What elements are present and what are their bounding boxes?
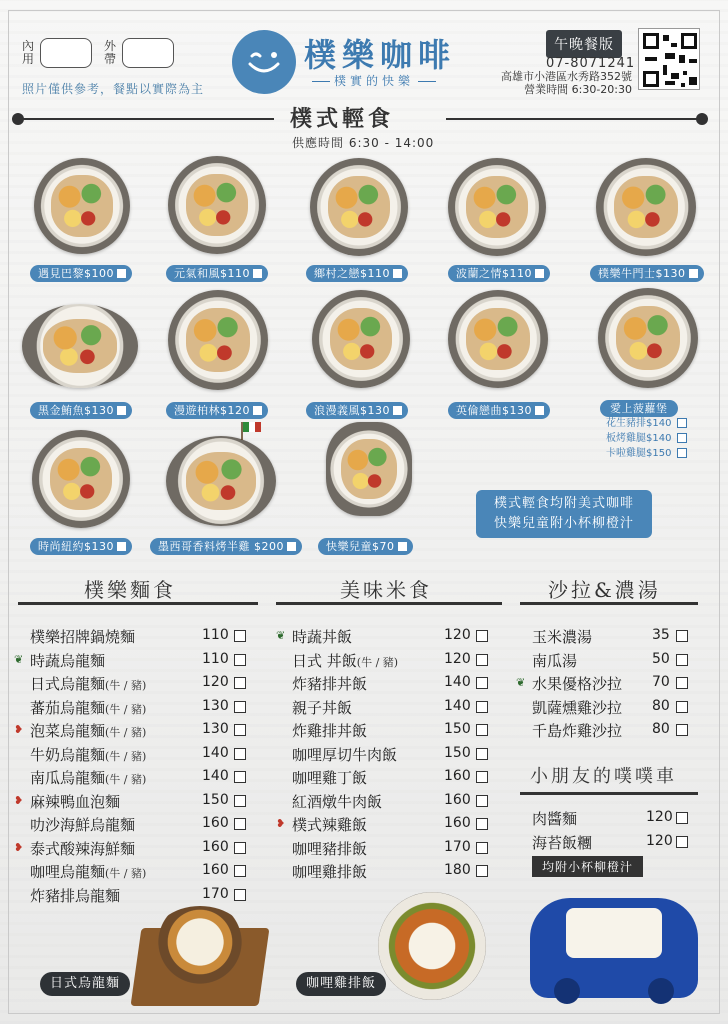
menu-item-name: 樸式辣雞飯: [292, 816, 368, 834]
divider-line-right: [446, 118, 702, 120]
menu-item-name: 樸樂招牌鍋燒麵: [30, 628, 136, 646]
menu-item-option: (牛 / 豬): [105, 773, 147, 786]
order-checkbox[interactable]: [676, 630, 688, 642]
brand-name: 樸樂咖啡: [304, 36, 457, 74]
order-checkbox[interactable]: [476, 748, 488, 760]
menu-item-name: 咖哩雞排飯: [292, 863, 368, 881]
order-checkbox[interactable]: [476, 865, 488, 877]
order-checkbox[interactable]: [234, 677, 246, 689]
menu-item[interactable]: [14, 673, 250, 697]
burger-option[interactable]: 花生豬排$140: [606, 416, 687, 431]
order-checkbox[interactable]: [676, 724, 688, 736]
menu-item-name: 咖哩烏龍麵(牛 / 豬): [30, 863, 147, 881]
order-checkbox[interactable]: [476, 701, 488, 713]
menu-item-price: 130: [202, 697, 229, 714]
menu-item-name: 南瓜烏龍麵(牛 / 豬): [30, 769, 147, 787]
address: 高雄市小港區水秀路352號: [501, 70, 632, 83]
menu-item-price: 140: [202, 744, 229, 761]
menu-item-name: 日式 丼飯(牛 / 豬): [292, 651, 399, 670]
menu-item[interactable]: [276, 791, 492, 815]
menu-item-price: 70: [652, 674, 670, 690]
light-meals-hours: 供應時間 6:30 - 14:00: [292, 136, 435, 150]
menu-item-price: 160: [202, 815, 229, 831]
dish-photo: [32, 430, 130, 528]
menu-item-name: 玉米濃湯: [532, 628, 593, 646]
burger-option[interactable]: 板烤雞腿$140: [606, 431, 687, 446]
dish-label[interactable]: 鄉村之戀$110: [306, 265, 408, 282]
menu-item[interactable]: [14, 885, 250, 909]
rice-title: 美味米食: [340, 578, 432, 602]
menu-item[interactable]: [516, 808, 692, 832]
salads-list: [516, 626, 692, 744]
curry-rice-photo: [378, 892, 486, 1000]
menu-item[interactable]: [14, 861, 250, 885]
kids-note: 均附小杯柳橙汁: [532, 856, 643, 877]
menu-item[interactable]: [276, 697, 492, 721]
salads-rule: [520, 602, 698, 605]
dish-label[interactable]: 波蘭之情$110: [448, 265, 550, 282]
dish-checkbox[interactable]: [689, 269, 698, 278]
spicy-chili-icon: ❥: [276, 817, 286, 830]
udon-photo-label: 日式烏龍麵: [40, 972, 130, 996]
dish-photo: [166, 436, 276, 526]
menu-item-name: 泰式酸辣海鮮麵: [30, 839, 136, 858]
menu-version-tag: 午晚餐版: [546, 30, 622, 58]
dine-in-box[interactable]: [40, 38, 92, 68]
dish-photo: [22, 304, 138, 388]
menu-item-price: 140: [444, 697, 471, 714]
menu-item[interactable]: [516, 697, 692, 721]
dish-label[interactable]: 樸樂牛門士$130: [590, 265, 704, 282]
menu-item-name: 南瓜湯: [532, 651, 578, 670]
menu-item-name: 炸豬排烏龍麵: [30, 886, 121, 905]
order-checkbox[interactable]: [234, 771, 246, 783]
menu-item-option: (牛 / 豬): [105, 749, 147, 763]
menu-item-name: 日式烏龍麵(牛 / 豬): [30, 675, 147, 693]
menu-item[interactable]: [14, 838, 250, 862]
menu-item-price: 120: [444, 627, 471, 643]
menu-item-name: 叻沙海鮮烏龍麵: [30, 816, 136, 834]
menu-item-option: (牛 / 豬): [356, 655, 399, 669]
menu-item[interactable]: [276, 861, 492, 885]
menu-item-price: 180: [444, 862, 471, 878]
menu-item[interactable]: [14, 791, 250, 815]
take-out-box[interactable]: [122, 38, 174, 68]
dish-photo: [310, 158, 408, 256]
dish-checkbox[interactable]: [535, 269, 544, 278]
order-checkbox[interactable]: [234, 818, 246, 830]
menu-item-name: 紅酒燉牛肉飯: [292, 792, 383, 811]
menu-item-price: 160: [444, 768, 471, 784]
menu-item[interactable]: [516, 673, 692, 697]
order-checkbox[interactable]: [234, 654, 246, 666]
vegetarian-leaf-icon: ❦: [14, 652, 24, 666]
dish-checkbox[interactable]: [287, 542, 296, 551]
flag-icon: [240, 420, 262, 440]
curry-photo-label: 咖哩雞排飯: [296, 972, 386, 996]
dish-label: 愛上菠蘿堡: [600, 400, 678, 417]
menu-item-name: 牛奶烏龍麵(牛 / 豬): [30, 745, 147, 764]
menu-item-option: (牛 / 豬): [105, 679, 147, 692]
menu-item-price: 50: [652, 650, 670, 667]
dish-checkbox[interactable]: [535, 406, 544, 415]
dish-label[interactable]: 浪漫義風$130: [306, 402, 408, 419]
option-checkbox[interactable]: [677, 418, 687, 428]
menu-item-name: 時蔬丼飯: [292, 628, 353, 646]
burger-option[interactable]: 卡啦雞腿$150: [606, 446, 687, 461]
menu-item-price: 160: [444, 815, 471, 831]
menu-item[interactable]: [276, 673, 492, 697]
menu-item-price: 120: [202, 674, 229, 690]
menu-item-price: 160: [444, 791, 471, 808]
menu-item-name: 泡菜烏龍麵(牛 / 豬): [30, 722, 147, 740]
order-checkbox[interactable]: [234, 701, 246, 713]
menu-item-option: (牛 / 豬): [105, 702, 147, 716]
order-checkbox[interactable]: [476, 842, 488, 854]
menu-item[interactable]: [276, 767, 492, 791]
menu-item-price: 120: [646, 809, 673, 825]
order-checkbox[interactable]: [476, 677, 488, 689]
dish-checkbox[interactable]: [117, 406, 126, 415]
spicy-chili-icon: ❥: [14, 793, 24, 807]
order-checkbox[interactable]: [476, 654, 488, 666]
dish-photo: [448, 290, 548, 388]
order-checkbox[interactable]: [476, 724, 488, 736]
menu-item[interactable]: [516, 626, 692, 650]
menu-item[interactable]: [14, 744, 250, 768]
menu-item[interactable]: [14, 626, 250, 650]
take-out-checkbox[interactable]: [102, 38, 174, 68]
menu-item-name: 咖哩厚切牛肉飯: [292, 745, 398, 764]
menu-item-option: (牛 / 豬): [105, 726, 147, 739]
order-checkbox[interactable]: [476, 795, 488, 807]
dish-label[interactable]: 時尚紐約$130: [30, 538, 132, 555]
menu-item-name: 咖哩豬排飯: [292, 839, 368, 858]
dish-checkbox[interactable]: [117, 269, 126, 278]
dish-checkbox[interactable]: [117, 542, 126, 551]
opening-hours: 營業時間 6:30-20:30: [524, 83, 632, 96]
menu-item-price: 120: [646, 832, 673, 849]
menu-item-name: 水果優格沙拉: [532, 675, 623, 693]
menu-item[interactable]: [276, 814, 492, 838]
menu-item-name: 蕃茄烏龍麵(牛 / 豬): [30, 698, 147, 717]
menu-item-name: 炸雞排丼飯: [292, 722, 368, 740]
menu-item-price: 170: [444, 838, 471, 855]
dish-label[interactable]: 黑金鮪魚$130: [30, 402, 132, 419]
dish-label[interactable]: 快樂兒童$70: [318, 538, 413, 555]
order-checkbox[interactable]: [676, 654, 688, 666]
menu-item[interactable]: [276, 744, 492, 768]
menu-item[interactable]: [14, 697, 250, 721]
menu-item[interactable]: [516, 650, 692, 674]
menu-item-name: 麻辣鴨血泡麵: [30, 792, 121, 811]
order-checkbox[interactable]: [476, 771, 488, 783]
kids-rule: [520, 792, 698, 795]
udon-photo: [150, 906, 250, 986]
menu-item-name: 凱薩燻雞沙拉: [532, 698, 623, 717]
dish-checkbox[interactable]: [253, 269, 262, 278]
address-block: [482, 70, 632, 96]
spicy-chili-icon: ❥: [14, 723, 24, 736]
menu-item-price: 110: [202, 627, 229, 643]
rice-list: [276, 626, 492, 885]
menu-item[interactable]: [276, 838, 492, 862]
vegetarian-leaf-icon: ❦: [516, 676, 526, 689]
dish-checkbox[interactable]: [253, 406, 262, 415]
light-meal-note: 樸式輕食均附美式咖啡 快樂兒童附小杯柳橙汁: [476, 490, 652, 538]
dish-checkbox[interactable]: [398, 542, 407, 551]
menu-item-name: 咖哩雞丁飯: [292, 769, 368, 787]
menu-item-price: 150: [444, 721, 471, 737]
order-checkbox[interactable]: [234, 842, 246, 854]
order-checkbox[interactable]: [476, 630, 488, 642]
qr-code-icon[interactable]: [638, 28, 700, 90]
menu-item-price: 140: [444, 674, 471, 690]
dish-label[interactable]: 漫遊柏林$120: [166, 402, 268, 419]
menu-item[interactable]: [14, 720, 250, 744]
menu-item-price: 150: [202, 791, 229, 808]
phone-number: 07-8071241: [546, 56, 636, 71]
order-checkbox[interactable]: [676, 812, 688, 824]
menu-item-name: 千島炸雞沙拉: [532, 722, 623, 740]
divider-dot-right: [696, 113, 708, 125]
menu-item[interactable]: [14, 814, 250, 838]
light-meals-title: 樸式輕食: [290, 106, 395, 132]
menu-item-name: 海苔飯糰: [532, 833, 593, 852]
order-checkbox[interactable]: [234, 795, 246, 807]
menu-item[interactable]: [276, 626, 492, 650]
menu-item[interactable]: [14, 650, 250, 674]
dish-label[interactable]: 遇見巴黎$100: [30, 265, 132, 282]
order-checkbox[interactable]: [234, 724, 246, 736]
brand-logo-icon: [232, 30, 296, 94]
order-checkbox[interactable]: [234, 748, 246, 760]
order-checkbox[interactable]: [234, 630, 246, 642]
photo-disclaimer: 照片僅供參考，餐點以實際為主: [22, 82, 205, 96]
noodles-title: 樸樂麵食: [84, 578, 176, 602]
salads-title: 沙拉&濃湯: [548, 578, 661, 602]
menu-item-name: 炸豬排丼飯: [292, 675, 368, 693]
take-out-label: 外帶: [103, 39, 118, 66]
menu-item-name: 肉醬麵: [532, 810, 578, 828]
menu-item[interactable]: [276, 720, 492, 744]
menu-item-price: 160: [202, 862, 229, 878]
divider-line-left: [18, 118, 274, 120]
dine-in-checkbox[interactable]: [20, 38, 92, 68]
dish-photo: [448, 158, 546, 256]
kids-car-plate: [530, 898, 698, 998]
order-checkbox[interactable]: [476, 818, 488, 830]
noodles-rule: [18, 602, 258, 605]
dish-checkbox[interactable]: [393, 406, 402, 415]
order-checkbox[interactable]: [676, 836, 688, 848]
dish-photo: [168, 156, 266, 254]
dish-label[interactable]: 英倫戀曲$130: [448, 402, 550, 419]
vegetarian-leaf-icon: ❦: [276, 629, 286, 642]
dish-checkbox[interactable]: [393, 269, 402, 278]
menu-item-price: 170: [202, 885, 229, 902]
dish-photo: [34, 158, 130, 254]
noodles-list: [14, 626, 250, 908]
dish-photo: [168, 290, 268, 390]
menu-item-name: 親子丼飯: [292, 698, 353, 717]
menu-item-price: 110: [202, 650, 229, 667]
menu-item-price: 160: [202, 838, 229, 855]
dish-photo: [598, 288, 698, 388]
order-checkbox[interactable]: [234, 889, 246, 901]
menu-item[interactable]: [14, 767, 250, 791]
brand-slogan-text: 樸實的快樂: [334, 74, 415, 88]
menu-item-price: 80: [652, 721, 670, 737]
dish-photo: [326, 422, 412, 516]
dish-photo: [596, 158, 696, 256]
dine-in-label: 內用: [21, 39, 36, 66]
menu-item[interactable]: [516, 832, 692, 856]
kids-list: [516, 808, 692, 855]
dish-label[interactable]: 墨西哥香料烤半雞 $200: [150, 538, 302, 555]
order-checkbox[interactable]: [676, 701, 688, 713]
order-checkbox[interactable]: [234, 865, 246, 877]
dish-photo: [312, 290, 410, 388]
menu-item[interactable]: [516, 720, 692, 744]
kids-title: 小朋友的噗噗車: [530, 766, 677, 787]
menu-item-price: 140: [202, 768, 229, 784]
order-checkbox[interactable]: [676, 677, 688, 689]
menu-item-price: 150: [444, 744, 471, 761]
menu-item-price: 120: [444, 650, 471, 667]
rice-rule: [276, 602, 502, 605]
menu-item[interactable]: [276, 650, 492, 674]
spicy-chili-icon: ❥: [14, 840, 24, 854]
menu-item-price: 80: [652, 697, 670, 714]
menu-item-price: 35: [652, 627, 670, 643]
dish-label[interactable]: 元氣和風$110: [166, 265, 268, 282]
menu-item-price: 130: [202, 721, 229, 737]
menu-item-name: 時蔬烏龍麵: [30, 651, 106, 670]
option-checkbox[interactable]: [677, 448, 687, 458]
menu-item-option: (牛 / 豬): [105, 867, 147, 880]
option-checkbox[interactable]: [677, 433, 687, 443]
burger-options: [606, 416, 687, 461]
brand-slogan: [308, 72, 440, 89]
